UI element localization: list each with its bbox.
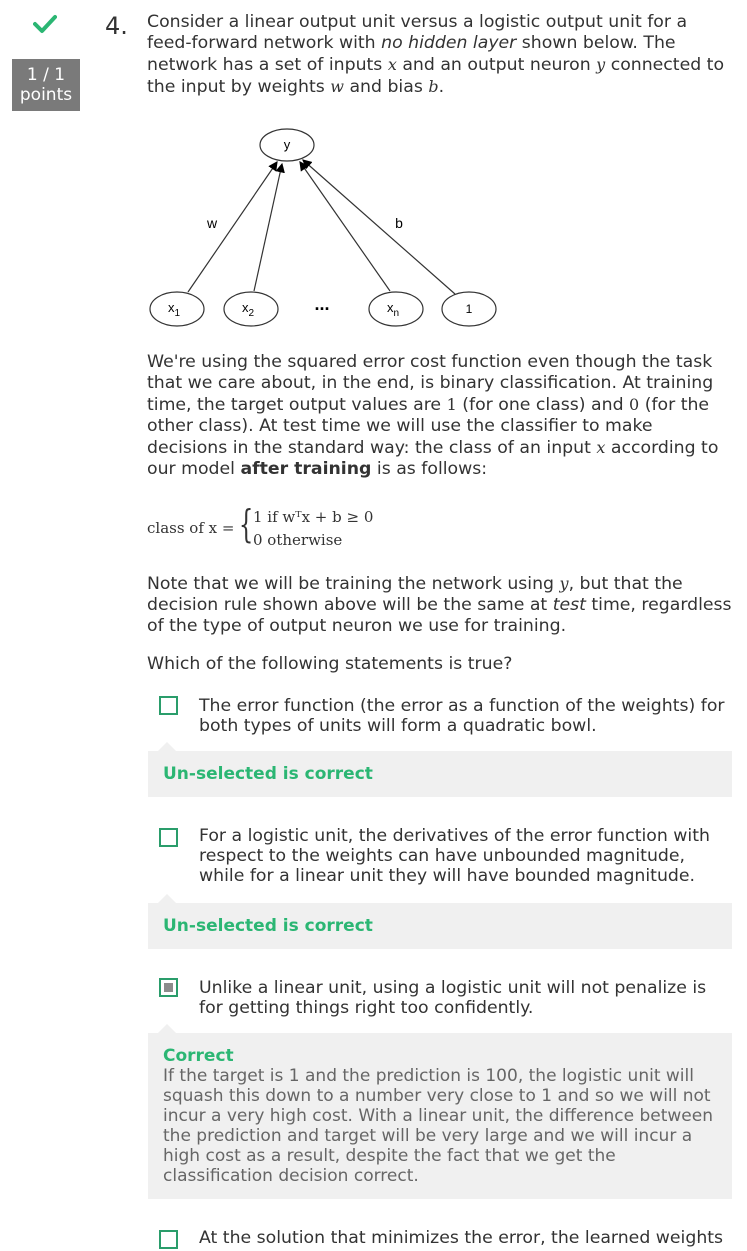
input-node-label-n: x (386, 300, 394, 315)
option-1-text[interactable]: The error function (the error as a function of the weights) for both types of units will form a quadratic bowl. (199, 696, 725, 736)
option-1-feedback-title: Un-selected is correct (163, 764, 373, 784)
formula-case-2: 0 otherwise (253, 531, 343, 549)
option-3-feedback (148, 1033, 732, 1199)
edge-bias-y (303, 160, 455, 294)
option-3-text[interactable]: Unlike a linear unit, using a logistic unit will not penalize is for getting things right too confidently. (199, 978, 707, 1018)
checkmark-icon (33, 12, 57, 36)
points-score: 1 / 1 (26, 65, 66, 85)
svg-text:x2: $x_2$ (241, 300, 255, 319)
option-1-feedback (148, 751, 732, 797)
input-node-label-2: x (241, 300, 249, 315)
paragraph-note: Note that we will be training the network using y, but that the decision rule shown above will be the same at test time, regardless of the type of output neuron we use for training. (147, 574, 732, 636)
question-prompt: Which of the following statements is true? (147, 654, 513, 674)
option-1-checkbox[interactable] (159, 696, 178, 715)
formula-lhs: class of x = (147, 519, 235, 537)
paragraph-task: We're using the squared error cost function even though the task that we care about, in the end, is binary classification. At training time, the target output values are 1 (for one class) and 0 (for the other class). At test time we will use the classifier to make decisions in the standard way: the class of an input x according to our model after training is as follows: (147, 352, 719, 479)
option-3-feedback-body: If the target is 1 and the prediction is 100, the logistic unit will squash this down to a number very close to 1 and so we will not incur a very high cost. With a linear unit, the difference between the prediction and target will be very large and we will incur a high cost as a result, despite the fact that we get the classification decision correct. (163, 1066, 713, 1186)
bias-node-label: 1 (465, 302, 473, 316)
formula-case-1: 1 if wᵀx + b ≥ 0 (253, 508, 374, 526)
edge-x2-y (254, 164, 282, 291)
option-2-text[interactable]: For a logistic unit, the derivatives of the error function with respect to the weights can have unbounded magnitude, while for a linear unit they will have bounded magnitude. (199, 826, 710, 886)
option-2-checkbox[interactable] (159, 828, 178, 847)
svg-text:x1: $x_1$ (167, 300, 181, 319)
edge-x1-y (188, 162, 277, 292)
option-2-feedback-title: Un-selected is correct (163, 916, 373, 936)
option-4-text[interactable]: At the solution that minimizes the error, the learned weights (199, 1228, 724, 1248)
network-diagram (140, 120, 510, 335)
option-2-feedback (148, 903, 732, 949)
bias-label: b (395, 215, 403, 231)
question-intro: Consider a linear output unit versus a logistic output unit for a feed-forward network with no hidden layer shown below. The network has a set of inputs x and an output neuron y connected to the input by weights w and bias b. (147, 12, 725, 97)
output-node-label: y (283, 137, 291, 152)
points-badge (12, 59, 80, 111)
option-4-checkbox[interactable] (159, 1230, 178, 1249)
svg-text:xn: $x_n$ (386, 300, 400, 319)
option-3-checkbox[interactable] (159, 978, 178, 997)
decision-rule-formula: class of x = { 1 if wᵀx + b ≥ 0 0 otherwise (147, 502, 374, 549)
points-label: points (19, 85, 73, 105)
edge-xn-y (300, 162, 390, 291)
question-number: 4. (105, 12, 128, 40)
ellipsis: ... (314, 294, 330, 314)
weight-label: w (206, 215, 218, 231)
option-3-feedback-title: Correct (163, 1046, 234, 1066)
input-node-label-1: x (167, 300, 175, 315)
